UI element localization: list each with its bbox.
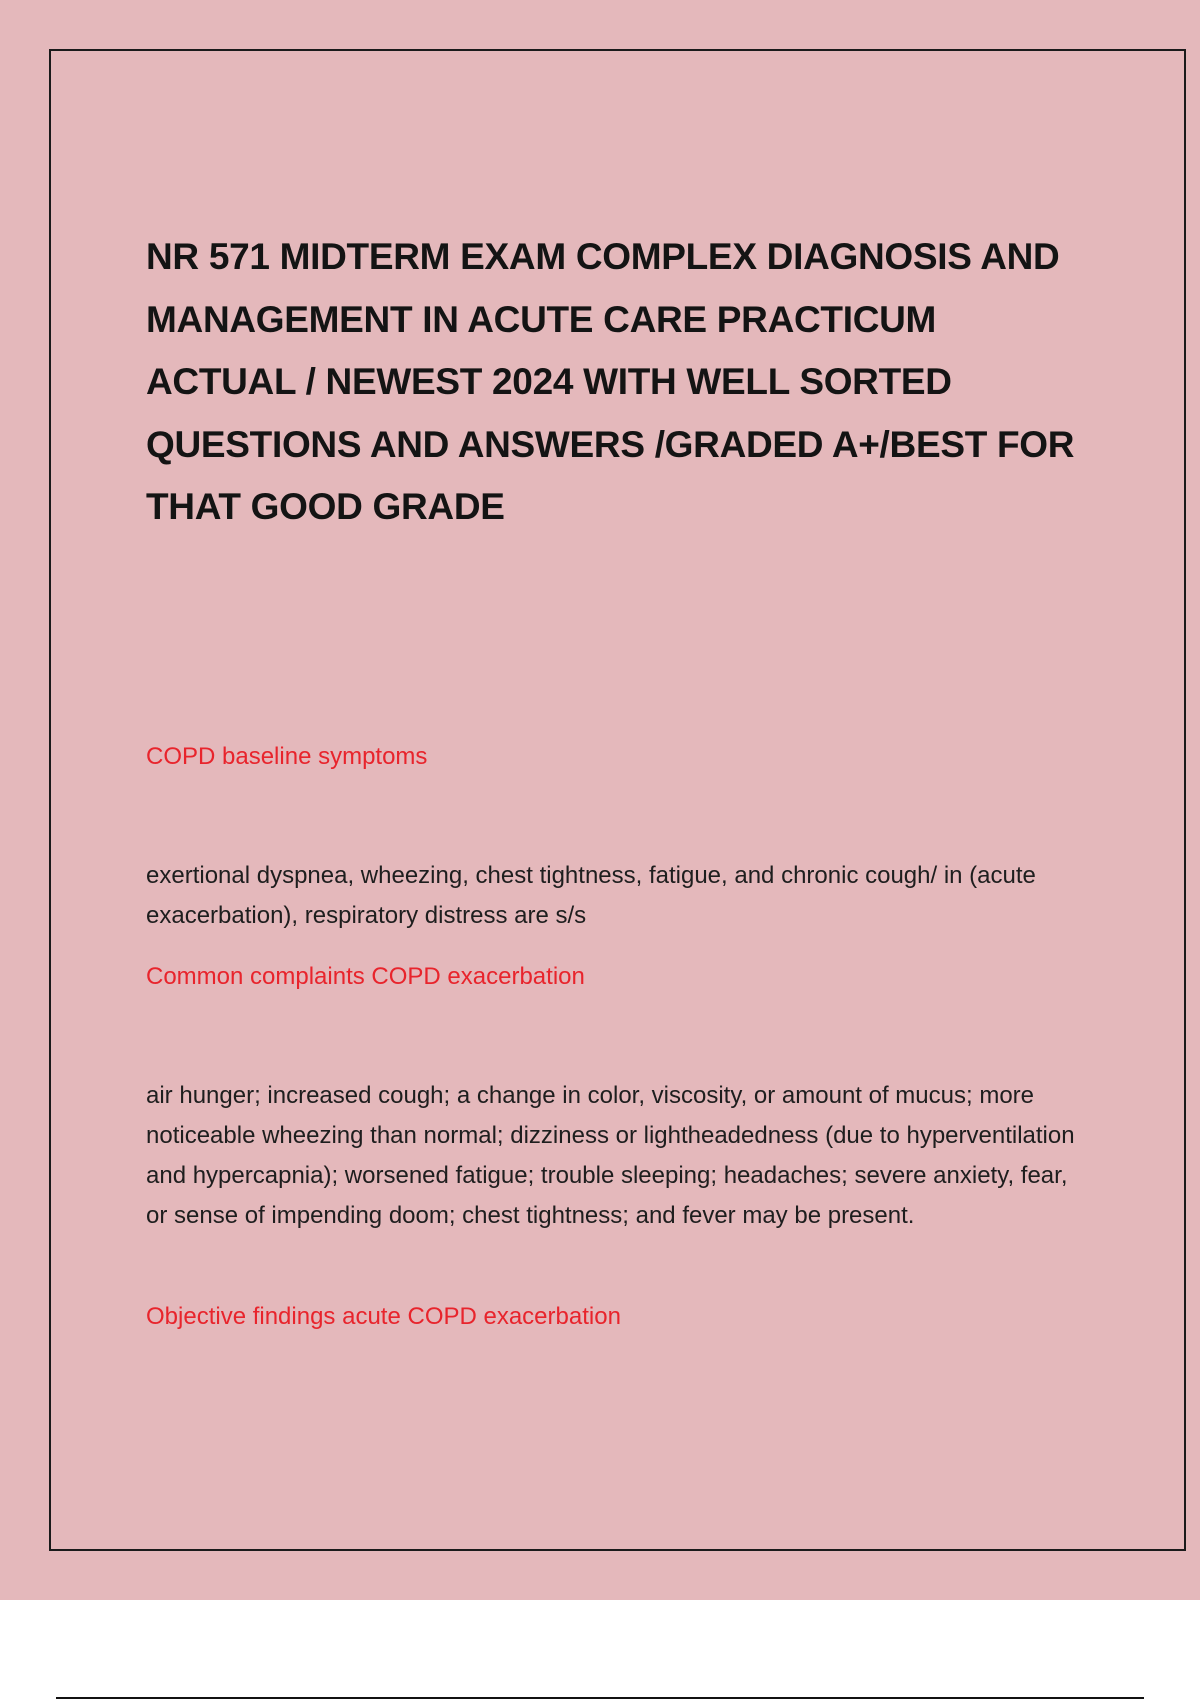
footer-divider [56,1697,1144,1699]
question-text: COPD baseline symptoms [146,743,428,770]
document-title: NR 571 MIDTERM EXAM COMPLEX DIAGNOSIS AND MANAGEMENT IN ACUTE CARE PRACTICUM ACTUAL / NEWEST 2024 WITH WELL SORTED QUESTIONS AND ANSWERS /GRADED A+/BEST FOR THAT GOOD GRADE [146,236,1075,527]
question-text: Objective findings acute COPD exacerbation [146,1303,621,1330]
question-text: Common complaints COPD exacerbation [146,963,585,990]
answer-text: air hunger; increased cough; a change in color, viscosity, or amount of mucus; more noticeable wheezing than normal; dizziness or lightheadedness (due to hyperventilation and hypercapnia); worsened fatigue; trouble sleeping; headaches; severe anxiety, fear, or sense of impending doom; chest tightness; and fever may be present. [146,1082,1075,1229]
answer-text: exertional dyspnea, wheezing, chest tightness, fatigue, and chronic cough/ in (acute exacerbation), respiratory distress are s/s [146,862,1036,929]
